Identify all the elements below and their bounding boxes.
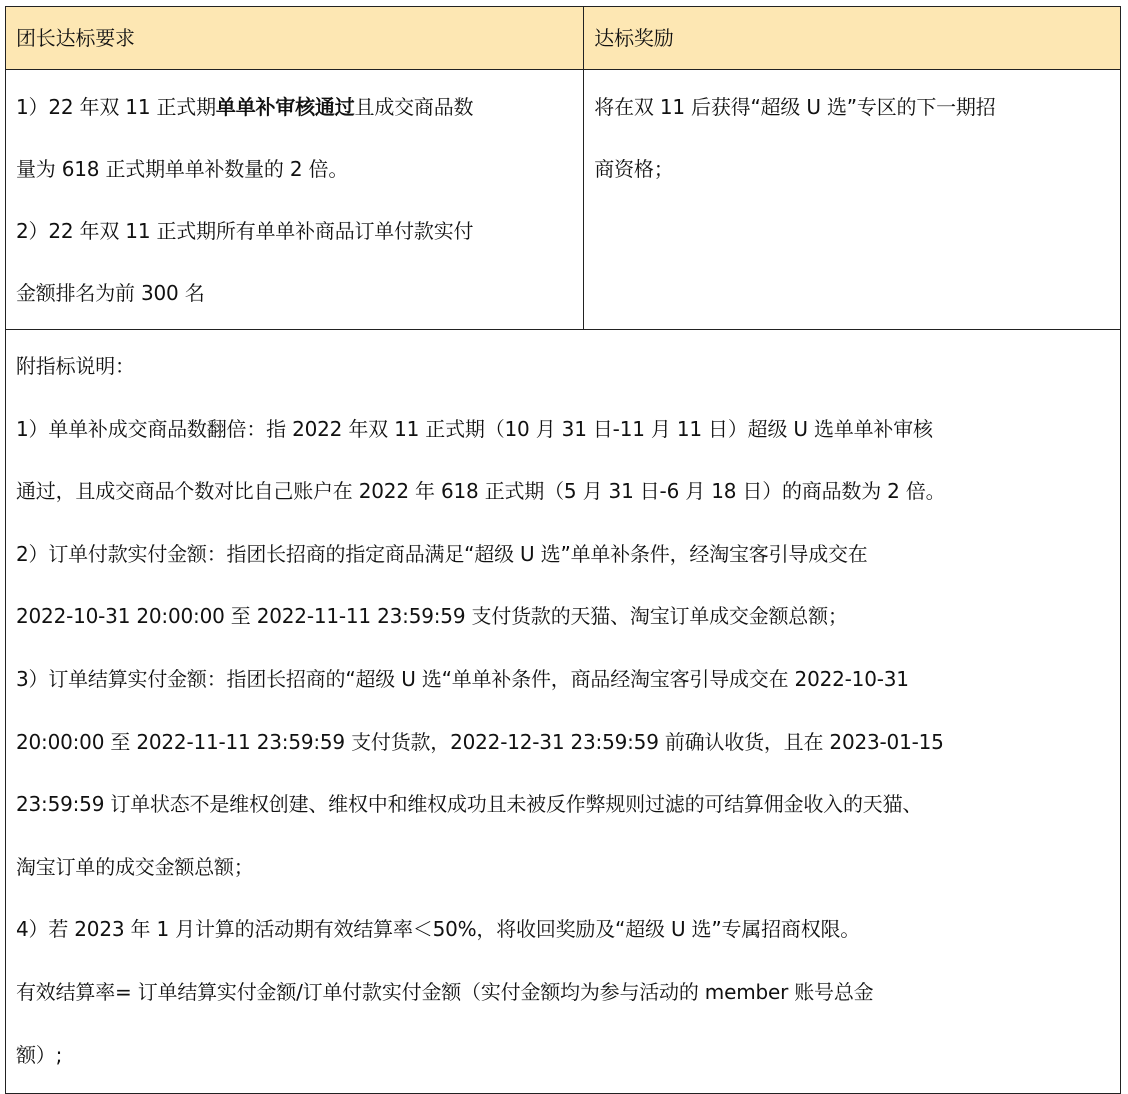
notes-cell — [6, 330, 1121, 1094]
reward-line-1: 将在双 11 后获得“超级 U 选”专区的下一期招 — [594, 95, 996, 119]
requirement-item-1-suffix: 且成交商品数 — [354, 95, 474, 119]
notes-line: 额）; — [16, 1042, 63, 1067]
requirement-cell — [6, 70, 584, 330]
notes-line: 2）订单付款实付金额：指团长招商的指定商品满足“超级 U 选”单单补条件，经淘宝客引导成交在 — [16, 541, 868, 566]
requirement-item-2-line-1: 2）22 年双 11 正式期所有单单补商品订单付款实付 — [16, 219, 474, 243]
reward-line-2: 商资格； — [594, 157, 674, 181]
table-body-row — [6, 70, 1121, 330]
notes-line: 3）订单结算实付金额：指团长招商的“超级 U 选“单单补条件，商品经淘宝客引导成交在 2022-10-31 — [16, 666, 909, 691]
requirement-item-1-line-2: 量为 618 正式期单单补数量的 2 倍。 — [16, 157, 349, 181]
notes-line: 1）单单补成交商品数翻倍：指 2022 年双 11 正式期（10 月 31 日-11 月 11 日）超级 U 选单单补审核 — [16, 416, 933, 441]
table-notes-row — [6, 330, 1121, 1094]
requirement-item-2-line-2: 金额排名为前 300 名 — [16, 281, 205, 305]
notes-line: 23:59:59 订单状态不是维权创建、维权中和维权成功且未被反作弊规则过滤的可结算佣金收入的天猫、 — [16, 792, 923, 817]
notes-line: 20:00:00 至 2022-11-11 23:59:59 支付货款，2022-12-31 23:59:59 前确认收货，且在 2023-01-15 — [16, 729, 944, 754]
notes-line: 通过，且成交商品个数对比自己账户在 2022 年 618 正式期（5 月 31 日-6 月 18 日）的商品数为 2 倍。 — [16, 479, 946, 504]
notes-heading: 附指标说明： — [16, 354, 135, 378]
incentive-table — [5, 6, 1121, 1094]
requirement-item-1-line-1 — [16, 77, 573, 139]
notes-line: 淘宝订单的成交金额总额； — [16, 854, 254, 879]
reward-cell — [584, 70, 1121, 330]
table-header-row — [6, 7, 1121, 70]
header-reward: 达标奖励 — [584, 7, 1121, 70]
notes-line: 有效结算率= 订单结算实付金额/订单付款实付金额（实付金额均为参与活动的 member 账号总金 — [16, 979, 874, 1004]
notes-line: 4）若 2023 年 1 月计算的活动期有效结算率＜50%，将收回奖励及“超级 U 选”专属招商权限。 — [16, 917, 861, 942]
requirement-item-1-emphasis: 单单补审核通过 — [215, 95, 355, 119]
notes-line: 2022-10-31 20:00:00 至 2022-11-11 23:59:59 支付货款的天猫、淘宝订单成交金额总额； — [16, 604, 848, 629]
requirement-item-1-prefix: 1）22 年双 11 正式期 — [16, 95, 216, 119]
header-requirement: 团长达标要求 — [6, 7, 584, 70]
